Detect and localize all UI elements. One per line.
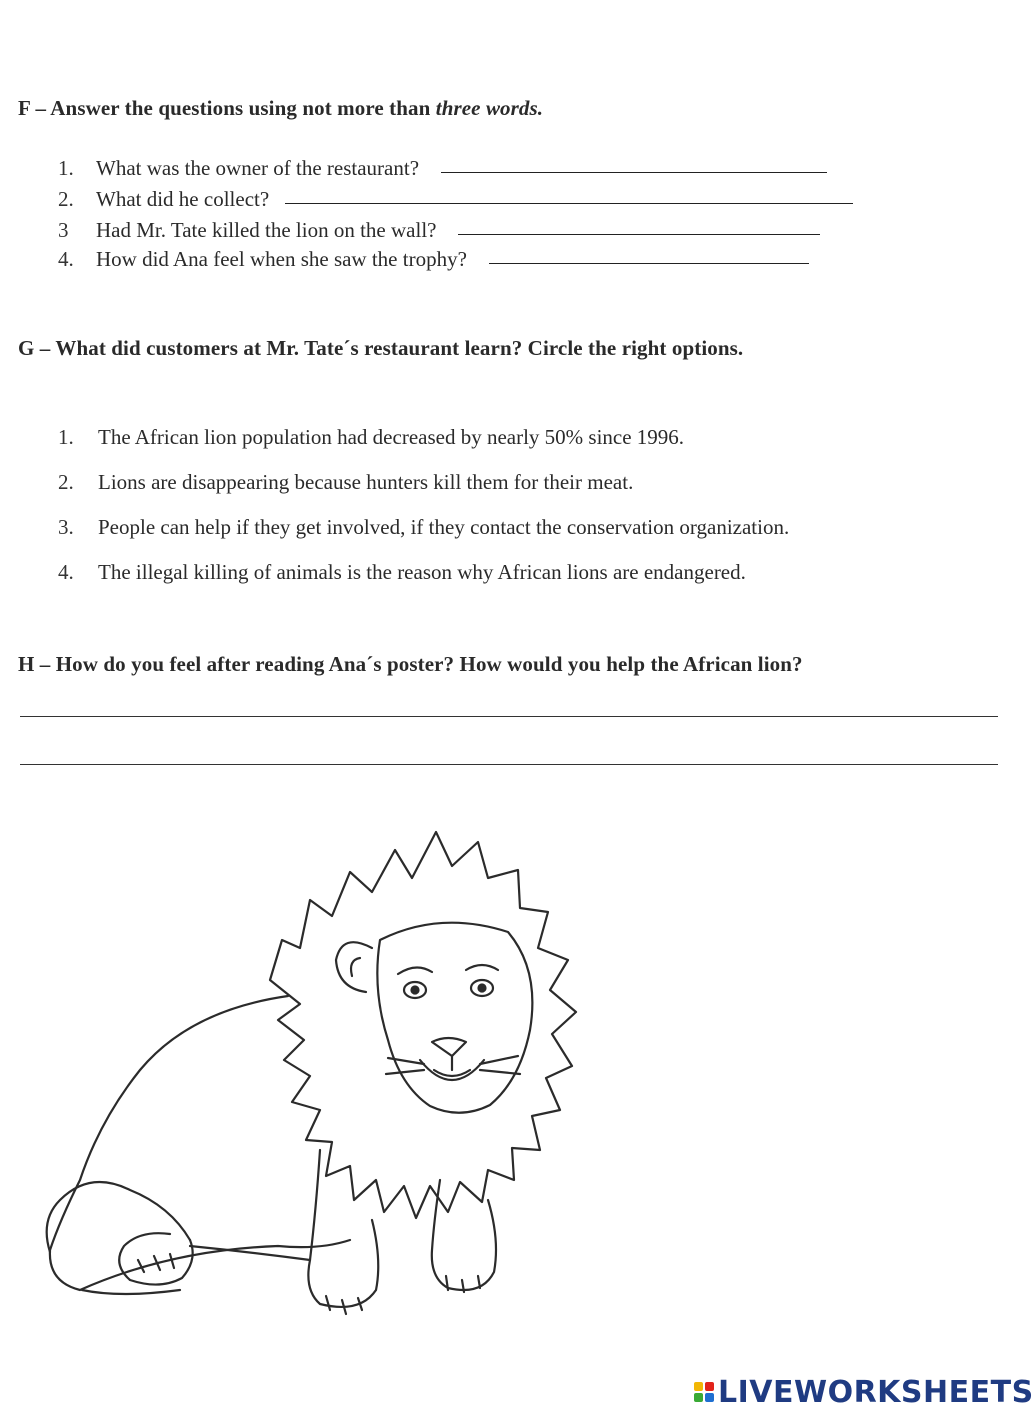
question-text: Had Mr. Tate killed the lion on the wall? <box>96 218 437 242</box>
section-g-heading: G – What did customers at Mr. Tate´s restaurant learn? Circle the right options. <box>18 336 744 360</box>
question-number: 4. <box>58 247 74 271</box>
liveworksheets-logo[interactable] <box>694 1374 1034 1410</box>
logo-square <box>705 1393 714 1402</box>
lion-tail <box>82 1290 180 1294</box>
answer-line[interactable] <box>441 171 827 173</box>
question-number: 2. <box>58 187 74 211</box>
question-number: 3 <box>58 218 69 242</box>
answer-line[interactable] <box>489 262 809 264</box>
lion-ear <box>336 942 372 992</box>
logo-text: LIVEWORKSHEETS <box>718 1374 1034 1410</box>
option-item[interactable] <box>58 560 746 585</box>
logo-square <box>694 1382 703 1391</box>
section-f-heading-text: F – Answer the questions using not more than <box>18 96 436 120</box>
lion-front-leg <box>308 1150 378 1307</box>
section-h-heading: H – How do you feel after reading Ana´s poster? How would you help the African lion? <box>18 652 803 676</box>
logo-square <box>705 1382 714 1391</box>
lion-drawing-icon <box>20 820 640 1330</box>
option-item[interactable] <box>58 425 684 450</box>
question-number: 1. <box>58 156 74 180</box>
option-text: The African lion population had decreased by nearly 50% since 1996. <box>98 425 685 449</box>
question-text: How did Ana feel when she saw the trophy? <box>96 247 467 271</box>
lion-front-leg-right <box>432 1180 496 1290</box>
section-f-heading <box>18 96 543 121</box>
lion-face <box>377 923 532 1113</box>
writing-line[interactable] <box>20 764 998 765</box>
option-number: 4. <box>58 560 74 584</box>
answer-line[interactable] <box>458 233 820 235</box>
lion-nose <box>432 1038 466 1056</box>
option-item[interactable] <box>58 470 633 495</box>
option-number: 1. <box>58 425 74 449</box>
question-row <box>58 187 853 212</box>
option-number: 3. <box>58 515 74 539</box>
section-f-heading-emphasis: three words. <box>435 96 544 120</box>
option-text: The illegal killing of animals is the reason why African lions are endangered. <box>98 560 746 584</box>
question-row <box>58 218 820 243</box>
question-row <box>58 247 809 272</box>
answer-line[interactable] <box>285 202 853 204</box>
question-text: What was the owner of the restaurant? <box>96 156 420 180</box>
lion-back-leg <box>47 1182 190 1252</box>
question-text: What did he collect? <box>96 187 270 211</box>
option-item[interactable] <box>58 515 789 540</box>
option-text: Lions are disappearing because hunters kill them for their meat. <box>98 470 634 494</box>
question-row <box>58 156 827 181</box>
option-text: People can help if they get involved, if they contact the conservation organization. <box>98 515 790 539</box>
option-number: 2. <box>58 470 74 494</box>
logo-mark-icon <box>694 1382 714 1402</box>
logo-square <box>694 1393 703 1402</box>
writing-line[interactable] <box>20 716 998 717</box>
